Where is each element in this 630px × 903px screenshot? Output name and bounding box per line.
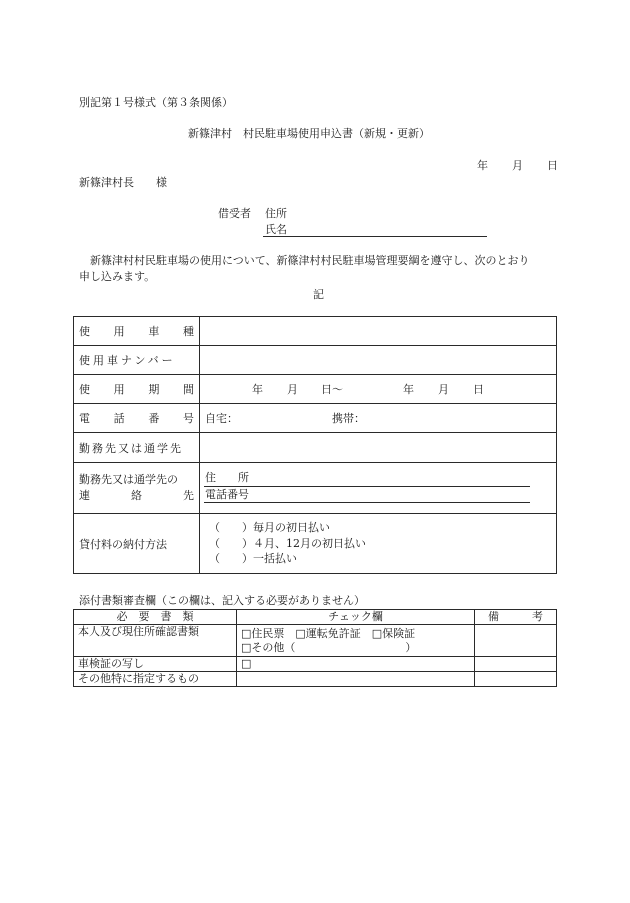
period-year2: 年 xyxy=(403,383,414,396)
phone-home-label: 自宅： xyxy=(205,412,238,425)
table-row xyxy=(74,463,557,514)
payment-option-april-december[interactable]: （ ）４月、12月の初日払い xyxy=(209,536,366,550)
contact-address-label: 住 所 xyxy=(205,471,249,484)
doc-other-specified: その他特に指定するもの xyxy=(74,672,237,687)
body-text-line2: 申し込みます。 xyxy=(79,270,156,283)
payment-option-monthly[interactable]: （ ）毎月の初日払い xyxy=(209,520,330,534)
ki-heading: 記 xyxy=(313,288,324,301)
contact-phone-label: 電話番号 xyxy=(205,488,249,501)
table-row xyxy=(74,433,557,463)
workplace-label: 勤務先又は通学先 xyxy=(74,433,200,463)
phone-label: 電 話 番 号 xyxy=(74,404,200,433)
attachments-table xyxy=(73,609,557,687)
checkbox-group-id-docs[interactable]: □住民票 □運転免許証 □保険証 xyxy=(241,626,416,640)
period-month1: 月 xyxy=(287,383,298,396)
vehicle-number-label: 使用車ナンバー xyxy=(74,346,200,375)
period-label: 使 用 期 間 xyxy=(74,375,200,404)
date-month: 月 xyxy=(512,159,523,172)
payment-method-label: 貸付料の納付方法 xyxy=(74,514,200,574)
table-row xyxy=(74,610,557,625)
application-table xyxy=(73,316,557,574)
attachments-section-title: 添付書類審査欄（この欄は、記入する必要がありません） xyxy=(79,594,365,607)
table-row xyxy=(74,672,557,687)
addressee: 新篠津村長 様 xyxy=(79,176,167,189)
contact-address-line xyxy=(204,486,530,487)
applicant-address-label: 住所 xyxy=(265,207,287,220)
contact-label: 勤務先又は通学先の 連 絡 先 xyxy=(74,463,200,514)
phone-field[interactable] xyxy=(200,404,557,433)
phone-mobile-label: 携帯： xyxy=(332,412,365,425)
table-row xyxy=(74,317,557,346)
check-other-specified[interactable] xyxy=(237,672,475,687)
header-check-column: チェック欄 xyxy=(237,610,475,625)
page-title: 新篠津村 村民駐車場使用申込書（新規・更新） xyxy=(188,127,430,140)
remarks-vehicle-inspection[interactable] xyxy=(475,657,557,672)
remarks-other-specified[interactable] xyxy=(475,672,557,687)
table-row xyxy=(74,657,557,672)
doc-vehicle-inspection: 車検証の写し xyxy=(74,657,237,672)
body-text-line1: 新篠津村村民駐車場の使用について、新篠津村村民駐車場管理要綱を遵守し、次のとおり xyxy=(90,254,530,267)
vehicle-type-field[interactable] xyxy=(200,317,557,346)
vehicle-number-field[interactable] xyxy=(200,346,557,375)
table-row xyxy=(74,375,557,404)
period-field[interactable] xyxy=(200,375,557,404)
vehicle-type-label: 使 用 車 種 xyxy=(74,317,200,346)
payment-method-field xyxy=(200,514,557,574)
table-row xyxy=(74,346,557,375)
applicant-name-line xyxy=(263,236,487,237)
date-day: 日 xyxy=(547,159,558,172)
checkbox-vehicle-inspection[interactable]: □ xyxy=(237,657,475,672)
form-number: 別記第１号様式（第３条関係） xyxy=(79,96,233,109)
remarks-id-address[interactable] xyxy=(475,625,557,657)
doc-id-address: 本人及び現住所確認書類 xyxy=(74,625,237,657)
period-year1: 年 xyxy=(252,383,263,396)
applicant-role: 借受者 xyxy=(218,207,251,220)
header-remarks: 備 考 xyxy=(475,610,557,625)
table-row xyxy=(74,514,557,574)
period-month2: 月 xyxy=(438,383,449,396)
checkbox-other-docs[interactable]: □その他（ ） xyxy=(241,640,417,654)
period-day2: 日 xyxy=(473,383,484,396)
contact-field[interactable] xyxy=(200,463,557,514)
contact-phone-line xyxy=(204,502,530,503)
applicant-name-label: 氏名 xyxy=(265,223,287,236)
period-day1: 日～ xyxy=(321,383,343,396)
payment-option-lump-sum[interactable]: （ ）一括払い xyxy=(209,552,297,566)
table-row xyxy=(74,404,557,433)
check-id-address xyxy=(237,625,475,657)
date-year: 年 xyxy=(477,159,488,172)
table-row xyxy=(74,625,557,657)
header-required-docs: 必 要 書 類 xyxy=(74,610,237,625)
workplace-field[interactable] xyxy=(200,433,557,463)
